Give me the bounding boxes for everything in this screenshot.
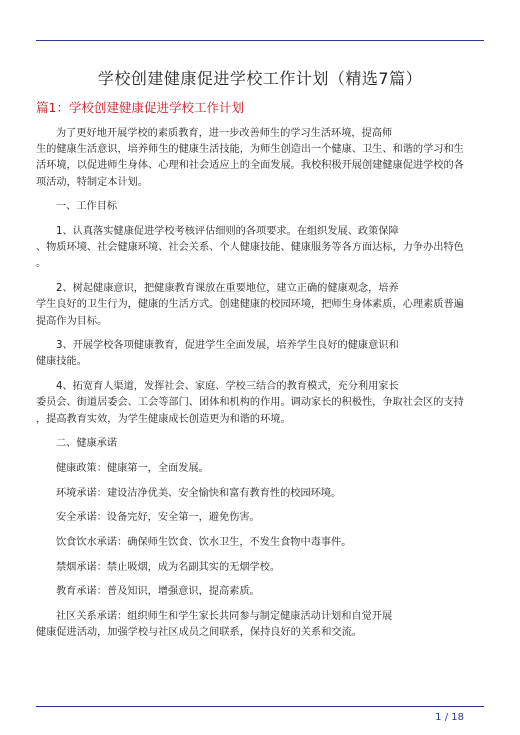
paragraph-line: 、物质环境、社会健康环境、社会关系、个人健康技能、健康服务等各方面达标，力争办出特色 [36,242,464,254]
paragraph-line: 一、工作目标 [56,201,118,213]
paragraph-line: 2、树起健康意识，把健康教育课放在重要地位，建立正确的健康观念，培养 [56,283,399,295]
paragraph [36,486,486,502]
paragraph-line: 活环境，以促进师生身体、心理和社会适应上的全面发展。我校积极开展创建健康促进学校的各 [36,160,464,172]
paragraph-line: 项活动，特制定本计划。 [36,176,149,188]
paragraph-line: 禁烟承诺：禁止吸烟，成为名副其实的无烟学校。 [56,561,281,573]
paragraph [36,224,486,273]
paragraph [36,126,486,191]
paragraph-line: 安全承诺：设备完好，安全第一，避免伤害。 [56,512,260,524]
paragraph-line: 社区关系承诺：组织师生和学生家长共同参与制定健康活动计划和自觉开展 [56,611,393,623]
paragraph [36,436,486,452]
paragraph-line: 委员会、街道居委会、工会等部门、团体和机构的作用。调动家长的积极性，争取社会区的支持 [36,397,464,409]
paragraph-line: 健康促进活动，加强学校与社区成员之间联系，保持良好的关系和交流。 [36,627,362,639]
paragraph [36,461,486,477]
paragraph-line: ，提高教育实效，为学生健康成长创造更为和谐的环境。 [36,413,291,425]
paragraph-line: 生的健康生活意识，培养师生的健康生活技能，为师生创造出一个健康、卫生、和谐的学习和生 [36,144,464,156]
paragraph [36,584,486,600]
paragraph-line: 饮食饮水承诺：确保师生饮食、饮水卫生，不发生食物中毒事件。 [56,537,352,549]
paragraph [36,379,486,428]
paragraph-line: 学生良好的卫生行为，健康的生活方式。创建健康的校园环境，把师生身体素质，心理素质普遍 [36,299,464,311]
paragraph-line: 。 [36,258,47,270]
header-rule [36,40,484,41]
paragraph [36,338,486,370]
paragraph-line: 二、健康承诺 [56,438,118,450]
paragraph-line: 1、认真落实健康促进学校考核评估细则的各项要求。在组织发展、政策保障 [56,226,399,238]
paragraph [36,560,486,576]
paragraph [36,609,486,641]
paragraph [36,281,486,330]
paragraph-line: 提高作为目标。 [36,315,108,327]
document-body [36,126,486,650]
footer-rule [36,706,484,707]
page-indicator: 1 / 18 [435,712,464,723]
paragraph-line: 为了更好地开展学校的素质教育，进一步改善师生的学习生活环境，提高师 [56,128,393,139]
document-title: 学校创建健康促进学校工作计划（精选7篇） [97,69,423,88]
paragraph-line: 环境承诺：建设洁净优美、安全愉快和富有教育性的校园环境。 [56,487,342,499]
paragraph-line: 4、拓宽育人渠道，发挥社会、家庭、学校三结合的教育模式，充分利用家长 [56,381,399,393]
paragraph [36,199,486,215]
paragraph-line: 3、开展学校各项健康教育，促进学生全面发展，培养学生良好的健康意识和 [56,340,399,352]
paragraph [36,510,486,526]
paragraph-line: 健康技能。 [36,356,87,368]
paragraph [36,535,486,551]
section-heading: 篇1：学校创建健康促进学校工作计划 [36,100,244,115]
paragraph-line: 教育承诺：普及知识，增强意识，提高素质。 [56,586,260,598]
paragraph-line: 健康政策：健康第一，全面发展。 [56,462,209,474]
